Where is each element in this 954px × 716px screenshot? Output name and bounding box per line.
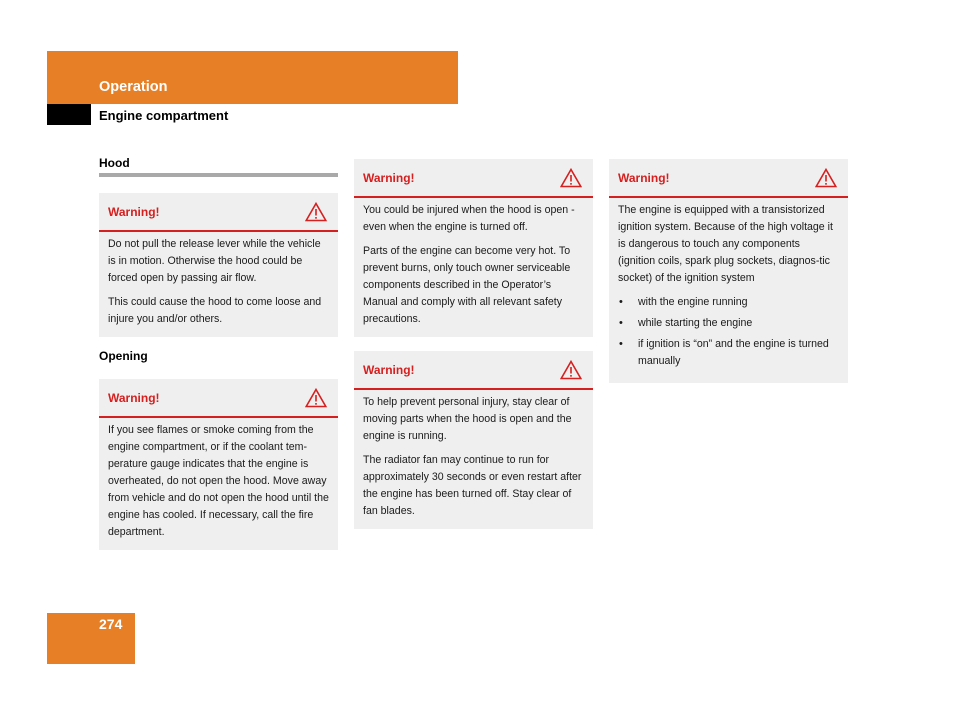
warning-label: Warning! bbox=[363, 170, 415, 185]
warning-header bbox=[354, 351, 593, 390]
page-number: 274 bbox=[99, 616, 123, 632]
warning-body bbox=[99, 418, 338, 550]
warning-text: Parts of the engine can become very hot. To prevent burns, only touch owner serviceable components described in the Operator’s Manual and comply with all relevant safety precautions. bbox=[363, 245, 571, 325]
header-bar bbox=[47, 51, 458, 104]
heading-opening: Opening bbox=[99, 349, 148, 363]
warning-label: Warning! bbox=[363, 362, 415, 377]
warning-text: The engine is equipped with a transistorized ignition system. Because of the high voltage it is dangerous to touch any components (ignition coils, spark plug sockets, diagnos-tic socket) of the ignition system bbox=[618, 204, 833, 284]
warning-header bbox=[354, 159, 593, 198]
warning-box-hood-open bbox=[354, 159, 593, 337]
warning-text: This could cause the hood to come loose and injure you and/or others. bbox=[108, 296, 322, 325]
warning-text: Do not pull the release lever while the vehicle is in motion. Otherwise the hood could be forced open by passing air flow. bbox=[108, 238, 321, 284]
page-subtitle: Engine compartment bbox=[99, 108, 229, 123]
warning-triangle-icon bbox=[560, 360, 582, 380]
warning-header bbox=[609, 159, 848, 198]
list-item: • if ignition is “on” and the engine is turned manually bbox=[618, 336, 839, 370]
warning-bullet-list bbox=[618, 294, 839, 370]
section-tab-marker bbox=[47, 104, 91, 125]
warning-text: To help prevent personal injury, stay clear of moving parts when the hood is open and the engine is running. bbox=[363, 396, 572, 442]
heading-hood: Hood bbox=[99, 156, 130, 170]
warning-triangle-icon bbox=[305, 388, 327, 408]
list-item: • with the engine running bbox=[618, 294, 839, 311]
warning-triangle-icon bbox=[560, 168, 582, 188]
warning-text: If you see flames or smoke coming from the engine compartment, or if the coolant tem-perature gauge indicates that the engine is overheated, do not open the hood. Move away from vehicle and do not open the hood until the engine has cooled. If necessary, call the fire department. bbox=[108, 424, 329, 538]
warning-label: Warning! bbox=[108, 390, 160, 405]
warning-box-moving-parts bbox=[354, 351, 593, 529]
warning-body bbox=[354, 390, 593, 529]
warning-header bbox=[99, 193, 338, 232]
warning-body bbox=[99, 232, 338, 337]
page-number-box bbox=[47, 613, 135, 664]
heading-rule bbox=[99, 173, 338, 177]
warning-box-flames bbox=[99, 379, 338, 550]
warning-box-release-lever bbox=[99, 193, 338, 337]
warning-triangle-icon bbox=[305, 202, 327, 222]
warning-text: You could be injured when the hood is open - even when the engine is turned off. bbox=[363, 204, 575, 233]
warning-triangle-icon bbox=[815, 168, 837, 188]
warning-text: The radiator fan may continue to run for approximately 30 seconds or even restart after the engine has been turned off. Stay clear of fan blades. bbox=[363, 454, 582, 517]
warning-header bbox=[99, 379, 338, 418]
warning-label: Warning! bbox=[618, 170, 670, 185]
warning-body bbox=[354, 198, 593, 337]
section-title: Operation bbox=[99, 79, 168, 95]
warning-body bbox=[609, 198, 848, 383]
warning-box-ignition bbox=[609, 159, 848, 383]
warning-label: Warning! bbox=[108, 204, 160, 219]
list-item: • while starting the engine bbox=[618, 315, 839, 332]
